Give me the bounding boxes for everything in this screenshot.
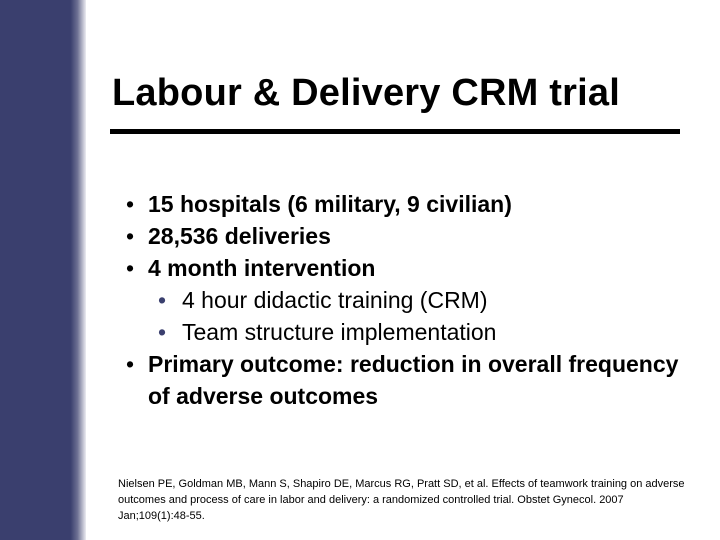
bullet-text: 15 hospitals (6 military, 9 civilian): [148, 191, 512, 217]
side-accent-bar: [0, 0, 86, 540]
bullet-text: 28,536 deliveries: [148, 223, 331, 249]
bullet-text: Team structure implementation: [182, 319, 497, 345]
bullet-dot-icon: •: [126, 191, 135, 217]
bullet-dot-icon: •: [158, 319, 167, 345]
bullet-dot-icon: •: [126, 351, 135, 377]
bullet-dot-icon: •: [126, 255, 135, 281]
bullet-item: [126, 348, 706, 412]
bullet-item: [126, 220, 706, 252]
bullet-list: [126, 188, 706, 412]
slide-title: Labour & Delivery CRM trial: [112, 72, 620, 114]
title-underline: [110, 129, 680, 134]
bullet-text: 4 month intervention: [148, 255, 376, 281]
bullet-text: 4 hour didactic training (CRM): [182, 287, 488, 313]
bullet-text: Primary outcome: reduction in overall frequency of adverse outcomes: [148, 351, 679, 409]
bullet-dot-icon: •: [126, 223, 135, 249]
citation-reference: Nielsen PE, Goldman MB, Mann S, Shapiro DE, Marcus RG, Pratt SD, et al. Effects of teamwork training on adverse outcomes and process of care in labor and delivery: a randomized controlled trial. Obstet Gynecol. 2007 Jan;109(1):48-55.: [118, 478, 685, 522]
sub-bullet-item: [160, 284, 706, 316]
bullet-item: [126, 252, 706, 284]
bullet-item: [126, 188, 706, 220]
sub-bullet-item: [160, 316, 706, 348]
bullet-dot-icon: •: [158, 287, 167, 313]
